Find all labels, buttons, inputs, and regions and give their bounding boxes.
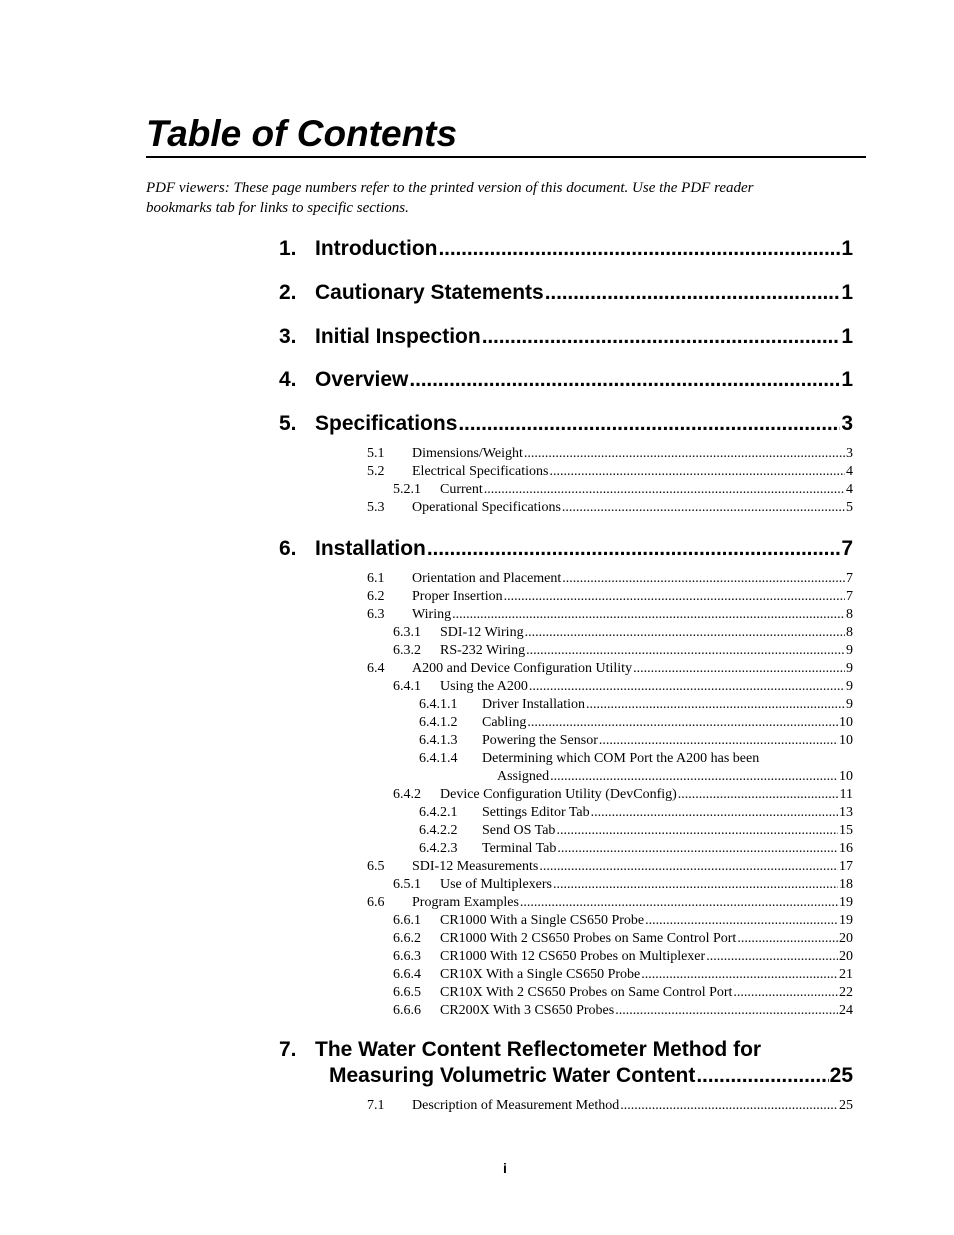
subsection-number: 5.3 xyxy=(367,500,385,515)
subsection-page: 19 xyxy=(839,895,853,910)
toc-subsection-6-4-2-3[interactable] xyxy=(419,840,853,858)
subsection-title: Electrical Specifications xyxy=(412,464,549,479)
section-number: 1. xyxy=(279,237,297,260)
subsection-page: 9 xyxy=(846,643,853,658)
page-number: i xyxy=(503,1160,507,1176)
subsection-title: SDI-12 Wiring xyxy=(440,625,524,640)
subsection-page: 4 xyxy=(846,482,853,497)
subsection-title: Operational Specifications xyxy=(412,500,561,515)
subsection-title: Proper Insertion xyxy=(412,589,503,604)
subsection-page: 19 xyxy=(839,913,853,928)
toc-subsection-6-3[interactable] xyxy=(367,606,853,624)
subsection-page: 13 xyxy=(839,805,853,820)
subsection-title: Description of Measurement Method xyxy=(412,1098,620,1113)
dot-leader xyxy=(599,732,838,750)
subsection-page: 17 xyxy=(839,859,853,874)
subsection-page: 20 xyxy=(839,931,853,946)
subsection-number: 6.4.1.3 xyxy=(419,733,458,748)
toc-subsection-5-1[interactable] xyxy=(367,445,853,463)
toc-section-3[interactable] xyxy=(279,324,853,350)
section-title-block xyxy=(315,1037,830,1089)
dot-leader xyxy=(633,660,845,678)
section-page: 3 xyxy=(841,412,853,435)
toc-section-1[interactable] xyxy=(279,236,853,262)
subsection-number: 6.6.4 xyxy=(393,967,421,982)
section-title-line2-row xyxy=(315,1063,830,1089)
toc-subsection-6-6-2[interactable] xyxy=(393,930,853,948)
section-title-line2: Measuring Volumetric Water Content xyxy=(329,1064,696,1087)
section-page: 7 xyxy=(841,537,853,560)
toc-subsection-6-4-1[interactable] xyxy=(393,678,853,696)
subsection-page: 8 xyxy=(846,607,853,622)
subsection-page: 10 xyxy=(839,715,853,730)
subsection-title: CR10X With 2 CS650 Probes on Same Control Port xyxy=(440,985,733,1000)
toc-subsection-6-4-1-3[interactable] xyxy=(419,732,853,750)
section-title: Overview xyxy=(315,368,409,391)
subsection-title-line2: Assigned xyxy=(497,769,550,784)
subsection-page: 10 xyxy=(839,733,853,748)
toc-subsection-6-3-1[interactable] xyxy=(393,624,853,642)
section-number: 5. xyxy=(279,412,297,435)
subsection-title: Orientation and Placement xyxy=(412,571,562,586)
subsection-title: SDI-12 Measurements xyxy=(412,859,539,874)
subsection-page: 7 xyxy=(846,571,853,586)
toc-subsection-6-1[interactable] xyxy=(367,570,853,588)
toc-section-6[interactable] xyxy=(279,536,853,562)
dot-leader xyxy=(482,324,841,350)
dot-leader xyxy=(539,858,838,876)
section-title: The Water Content Reflectometer Method for xyxy=(315,1038,762,1061)
subsection-number: 6.3.2 xyxy=(393,643,421,658)
toc-subsection-5-3[interactable] xyxy=(367,499,853,517)
subsection-title: CR1000 With 2 CS650 Probes on Same Control Port xyxy=(440,931,737,946)
subsection-number: 5.1 xyxy=(367,446,385,461)
subsection-number: 6.2 xyxy=(367,589,385,604)
subsection-page: 3 xyxy=(846,446,853,461)
dot-leader xyxy=(545,280,841,306)
subsection-number: 6.4.1.2 xyxy=(419,715,458,730)
toc-subsection-6-6-6[interactable] xyxy=(393,1002,853,1020)
subsection-number: 6.4 xyxy=(367,661,385,676)
subsection-title: A200 and Device Configuration Utility xyxy=(412,661,633,676)
subsection-page: 25 xyxy=(839,1098,853,1113)
dot-leader xyxy=(562,570,845,588)
subsection-page: 9 xyxy=(846,697,853,712)
subsection-title: CR1000 With a Single CS650 Probe xyxy=(440,913,645,928)
subsection-page: 15 xyxy=(839,823,853,838)
dot-leader xyxy=(409,367,840,393)
subsection-page: 7 xyxy=(846,589,853,604)
subsection-title: CR200X With 3 CS650 Probes xyxy=(440,1003,615,1018)
section-page: 1 xyxy=(841,325,853,348)
subsection-number: 6.6.1 xyxy=(393,913,421,928)
toc-subsection-6-5[interactable] xyxy=(367,858,853,876)
subsection-title: Settings Editor Tab xyxy=(482,805,590,820)
dot-leader xyxy=(557,840,838,858)
toc-subsection-6-4-1-1[interactable] xyxy=(419,696,853,714)
subsection-number: 6.4.2.1 xyxy=(419,805,458,820)
subsection-number: 6.4.2.3 xyxy=(419,841,458,856)
section-page: 1 xyxy=(841,281,853,304)
subsection-title: Wiring xyxy=(412,607,452,622)
subsection-title: Terminal Tab xyxy=(482,841,557,856)
subsection-title: Determining which COM Port the A200 has been xyxy=(482,751,760,766)
subsection-title: Device Configuration Utility (DevConfig) xyxy=(440,787,677,802)
toc-section-4[interactable] xyxy=(279,367,853,393)
subsection-page: 8 xyxy=(846,625,853,640)
subsection-number: 5.2 xyxy=(367,464,385,479)
toc-subsection-6-4-1-2[interactable] xyxy=(419,714,853,732)
subsection-number: 6.4.2.2 xyxy=(419,823,458,838)
subsection-number: 6.6.2 xyxy=(393,931,421,946)
toc-subsection-6-6-5[interactable] xyxy=(393,984,853,1002)
subsection-title: Current xyxy=(440,482,483,497)
subsection-title: CR1000 With 12 CS650 Probes on Multiplexer xyxy=(440,949,706,964)
section-page: 1 xyxy=(841,368,853,391)
dot-leader xyxy=(484,481,845,499)
section-title: Installation xyxy=(315,537,426,560)
toc-subsection-6-4-1-4[interactable] xyxy=(419,750,853,786)
toc-subsection-6-4-2-1[interactable] xyxy=(419,804,853,822)
subsection-number: 6.6 xyxy=(367,895,385,910)
toc-subsection-7-1[interactable] xyxy=(367,1097,853,1115)
dot-leader xyxy=(591,804,838,822)
toc-section-2[interactable] xyxy=(279,280,853,306)
subsection-page: 4 xyxy=(846,464,853,479)
toc-subsection-6-6-3[interactable] xyxy=(393,948,853,966)
toc-subsection-6-4[interactable] xyxy=(367,660,853,678)
dot-leader xyxy=(438,236,840,262)
dot-leader xyxy=(550,768,838,786)
dot-leader xyxy=(678,786,839,804)
subsection-title: Program Examples xyxy=(412,895,519,910)
subsection-number: 6.5.1 xyxy=(393,877,421,892)
subsection-number: 6.6.5 xyxy=(393,985,421,1000)
subsection-number: 6.1 xyxy=(367,571,385,586)
dot-leader xyxy=(733,984,838,1002)
section-page: 1 xyxy=(841,237,853,260)
toc-subsection-6-4-2-2[interactable] xyxy=(419,822,853,840)
page-title: Table of Contents xyxy=(146,113,458,154)
dot-leader xyxy=(696,1063,828,1089)
toc-section-5[interactable] xyxy=(279,411,853,437)
toc-subsection-5-2[interactable] xyxy=(367,463,853,481)
dot-leader xyxy=(549,463,845,481)
dot-leader xyxy=(526,642,845,660)
subsection-number: 6.3.1 xyxy=(393,625,421,640)
subsection-page: 20 xyxy=(839,949,853,964)
subsection-number: 6.4.1.1 xyxy=(419,697,458,712)
subsection-title: Use of Multiplexers xyxy=(440,877,552,892)
toc-subsection-6-2[interactable] xyxy=(367,588,853,606)
subsection-title: RS-232 Wiring xyxy=(440,643,526,658)
pdf-viewer-note: PDF viewers: These page numbers refer to the printed version of this document. Use the PDF reader bookmarks tab for links to specific sections. xyxy=(146,180,754,216)
toc-subsection-6-6-1[interactable] xyxy=(393,912,853,930)
section-number: 7. xyxy=(279,1038,297,1061)
toc-subsection-6-6-4[interactable] xyxy=(393,966,853,984)
section-title: Specifications xyxy=(315,412,458,435)
dot-leader xyxy=(504,588,845,606)
subsection-title: Cabling xyxy=(482,715,527,730)
section-page: 25 xyxy=(829,1064,853,1087)
subsection-page: 10 xyxy=(839,769,853,784)
dot-leader xyxy=(645,912,838,930)
section-number: 3. xyxy=(279,325,297,348)
subsection-number: 6.4.1.4 xyxy=(419,751,458,766)
dot-leader xyxy=(524,445,845,463)
toc-subsection-6-4-2[interactable] xyxy=(393,786,853,804)
subsection-title-line2-row xyxy=(482,768,839,786)
subsection-page: 22 xyxy=(839,985,853,1000)
subsection-number: 6.4.1 xyxy=(393,679,421,694)
dot-leader xyxy=(553,876,838,894)
subsection-page: 5 xyxy=(846,500,853,515)
subsection-page: 11 xyxy=(839,787,853,802)
subsection-number: 7.1 xyxy=(367,1098,385,1113)
subsection-number: 6.3 xyxy=(367,607,385,622)
dot-leader xyxy=(706,948,838,966)
subsection-title: CR10X With a Single CS650 Probe xyxy=(440,967,641,982)
dot-leader xyxy=(452,606,845,624)
dot-leader xyxy=(620,1097,838,1115)
subsection-page: 16 xyxy=(839,841,853,856)
subsection-number: 5.2.1 xyxy=(393,482,421,497)
subsection-page: 18 xyxy=(839,877,853,892)
dot-leader xyxy=(641,966,838,984)
dot-leader xyxy=(737,930,838,948)
dot-leader xyxy=(556,822,838,840)
section-number: 4. xyxy=(279,368,297,391)
subsection-title: Driver Installation xyxy=(482,697,586,712)
dot-leader xyxy=(527,714,838,732)
dot-leader xyxy=(520,894,838,912)
subsection-page: 24 xyxy=(839,1003,853,1018)
dot-leader xyxy=(586,696,845,714)
section-number: 6. xyxy=(279,537,297,560)
dot-leader xyxy=(427,536,840,562)
subsection-title-block xyxy=(482,750,839,786)
section-title: Introduction xyxy=(315,237,438,260)
toc-subsection-6-3-2[interactable] xyxy=(393,642,853,660)
dot-leader xyxy=(529,678,845,696)
dot-leader xyxy=(458,411,840,437)
toc-section-7[interactable] xyxy=(279,1037,853,1089)
subsection-title: Dimensions/Weight xyxy=(412,446,523,461)
section-title: Initial Inspection xyxy=(315,325,481,348)
subsection-page: 21 xyxy=(839,967,853,982)
subsection-title: Powering the Sensor xyxy=(482,733,598,748)
section-title: Cautionary Statements xyxy=(315,281,544,304)
subsection-page: 9 xyxy=(846,679,853,694)
subsection-number: 6.5 xyxy=(367,859,385,874)
toc-subsection-6-6[interactable] xyxy=(367,894,853,912)
subsection-number: 6.4.2 xyxy=(393,787,421,802)
subsection-number: 6.6.6 xyxy=(393,1003,421,1018)
toc-subsection-5-2-1[interactable] xyxy=(393,481,853,499)
dot-leader xyxy=(615,1002,838,1020)
subsection-number: 6.6.3 xyxy=(393,949,421,964)
toc-subsection-6-5-1[interactable] xyxy=(393,876,853,894)
subsection-title: Send OS Tab xyxy=(482,823,556,838)
subsection-page: 9 xyxy=(846,661,853,676)
dot-leader xyxy=(562,499,845,517)
section-number: 2. xyxy=(279,281,297,304)
subsection-title: Using the A200 xyxy=(440,679,528,694)
dot-leader xyxy=(525,624,845,642)
